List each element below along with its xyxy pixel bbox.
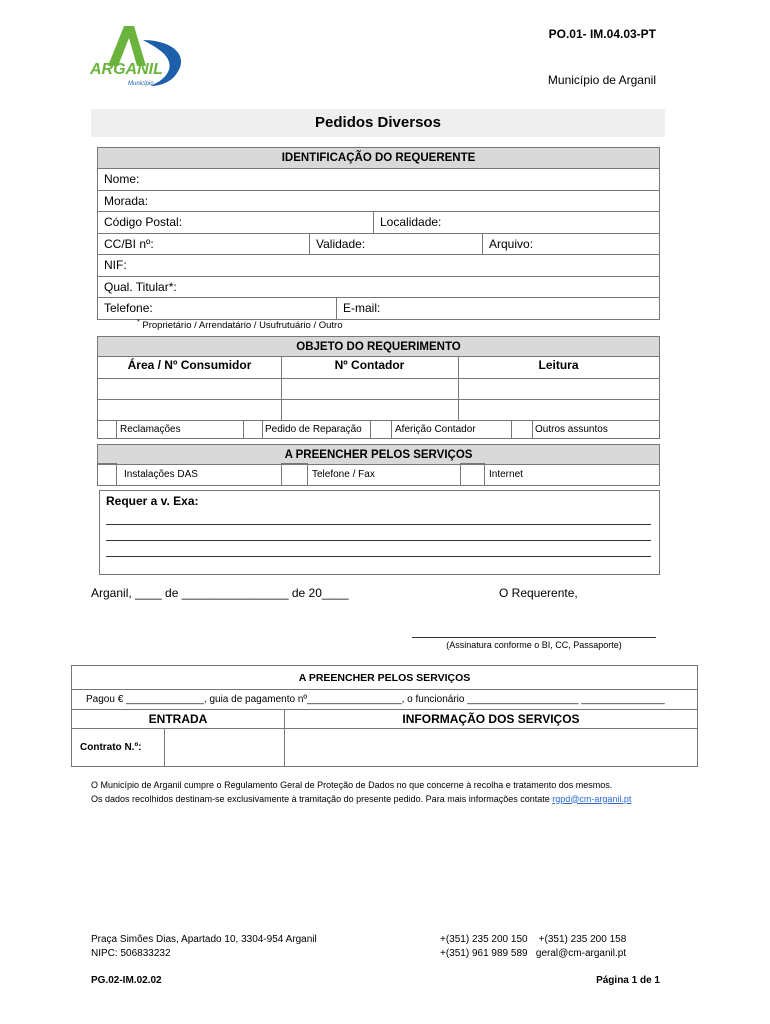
telefone-fax-checkbox[interactable] — [281, 463, 308, 486]
pedido-reparacao-label: Pedido de Reparação — [265, 424, 362, 435]
nome-label: Nome: — [104, 172, 140, 186]
footer-contacts — [440, 933, 626, 961]
requer-label: Requer a v. Exa: — [106, 494, 199, 508]
gdpr-line-2: Os dados recolhidos destinam-se exclusivamente à tramitação do presente pedido. Para mais informações contate — [91, 793, 550, 804]
signature-line[interactable] — [412, 637, 656, 638]
reclamacoes-checkbox[interactable] — [97, 420, 117, 439]
qual-titular-label: Qual. Titular*: — [104, 279, 177, 294]
gdpr-email-link[interactable]: rgpd@cm-arganil.pt — [552, 793, 632, 804]
nif-label: NIF: — [104, 258, 127, 272]
outros-assuntos-label: Outros assuntos — [535, 424, 608, 435]
telefone-row[interactable] — [97, 298, 660, 320]
qual-titular-field[interactable] — [97, 277, 660, 299]
servicos-internos-box — [71, 665, 698, 767]
local-data: Arganil, ____ de ________________ de 20____ — [91, 586, 349, 600]
cc-bi-row[interactable] — [97, 234, 660, 256]
arquivo-label: Arquivo: — [489, 236, 534, 251]
telefone-label: Telefone: — [104, 301, 153, 315]
titular-note — [137, 319, 343, 331]
internet-checkbox[interactable] — [460, 463, 485, 486]
requerente-label: O Requerente, — [499, 586, 578, 600]
nif-field[interactable] — [97, 255, 660, 277]
logo-sub: Município — [128, 81, 154, 87]
requer-box[interactable] — [99, 490, 660, 575]
requer-line — [106, 524, 651, 525]
logo-text: ARGANIL — [90, 61, 163, 78]
instalacoes-das-checkbox[interactable] — [97, 463, 117, 486]
arganil-logo — [88, 22, 188, 88]
servicos-heading: A PREENCHER PELOS SERVIÇOS — [97, 444, 660, 465]
col-leitura: Leitura — [538, 358, 579, 372]
municipio-name: Município de Arganil — [547, 73, 656, 87]
pedido-reparacao-checkbox[interactable] — [243, 420, 263, 439]
col-contador: Nº Contador — [334, 358, 405, 372]
gdpr-line-1: O Município de Arganil cumpre o Regulamento Geral de Proteção de Dados no que concerne à recolha e tratamento dos mesmos. — [91, 780, 613, 790]
phones-line-1: +(351) 235 200 150 +(351) 235 200 158 — [440, 934, 627, 945]
internet-label: Internet — [489, 469, 523, 480]
contrato-field[interactable] — [165, 729, 285, 766]
informacao-heading: INFORMAÇÃO DOS SERVIÇOS — [285, 710, 697, 729]
phones-line-2: +(351) 961 989 589 geral@cm-arganil.pt — [440, 948, 627, 959]
localidade-label: Localidade: — [380, 215, 442, 229]
contrato-label: Contrato N.º: — [72, 729, 165, 766]
servicos-options — [97, 464, 660, 486]
gdpr-notice — [91, 779, 631, 806]
nome-field[interactable] — [97, 169, 660, 191]
footer-address — [91, 933, 317, 961]
signature-caption: (Assinatura conforme o BI, CC, Passaporte) — [446, 640, 622, 650]
note-text: Proprietário / Arrendatário / Usufrutuário / Outro — [142, 320, 343, 332]
morada-label: Morada: — [104, 193, 149, 208]
entrada-heading: ENTRADA — [72, 710, 285, 729]
servicos-internos-heading: A PREENCHER PELOS SERVIÇOS — [72, 666, 697, 690]
address-text: Praça Simões Dias, Apartado 10, 3304-954 Arganil — [91, 934, 317, 945]
instalacoes-das-label: Instalações DAS — [124, 469, 198, 480]
doc-reference: PO.01- IM.04.03-PT — [548, 27, 656, 41]
codigo-postal-row[interactable] — [97, 212, 660, 234]
codigo-postal-label: Código Postal: — [104, 215, 183, 229]
outros-assuntos-checkbox[interactable] — [511, 420, 533, 439]
reclamacoes-label: Reclamações — [120, 424, 181, 435]
validade-label: Validade: — [316, 236, 366, 251]
nipc-text: NIPC: 506833232 — [91, 948, 171, 959]
pagou-line[interactable]: Pagou € ______________, guia de pagamento nº_________________, o funcionário ____________________ _______________ — [72, 690, 697, 710]
telefone-fax-label: Telefone / Fax — [312, 469, 375, 480]
objeto-heading: OBJETO DO REQUERIMENTO — [97, 336, 660, 357]
morada-field[interactable] — [97, 191, 660, 213]
cc-bi-label: CC/BI nº: — [104, 236, 154, 251]
page-number: Página 1 de 1 — [596, 975, 660, 986]
objeto-table — [97, 356, 660, 421]
afericao-contador-checkbox[interactable] — [370, 420, 392, 439]
requer-line — [106, 540, 651, 541]
note-star: * — [137, 319, 140, 326]
requer-line — [106, 556, 651, 557]
objeto-options — [97, 420, 660, 439]
afericao-contador-label: Aferição Contador — [395, 424, 476, 435]
page-title: Pedidos Diversos — [91, 109, 665, 137]
page-code: PG.02-IM.02.02 — [91, 975, 162, 986]
col-area-consumidor: Área / Nº Consumidor — [127, 358, 252, 372]
identificacao-heading: IDENTIFICAÇÃO DO REQUERENTE — [97, 147, 660, 169]
informacao-field[interactable] — [285, 729, 697, 766]
email-label: E-mail: — [343, 301, 381, 315]
